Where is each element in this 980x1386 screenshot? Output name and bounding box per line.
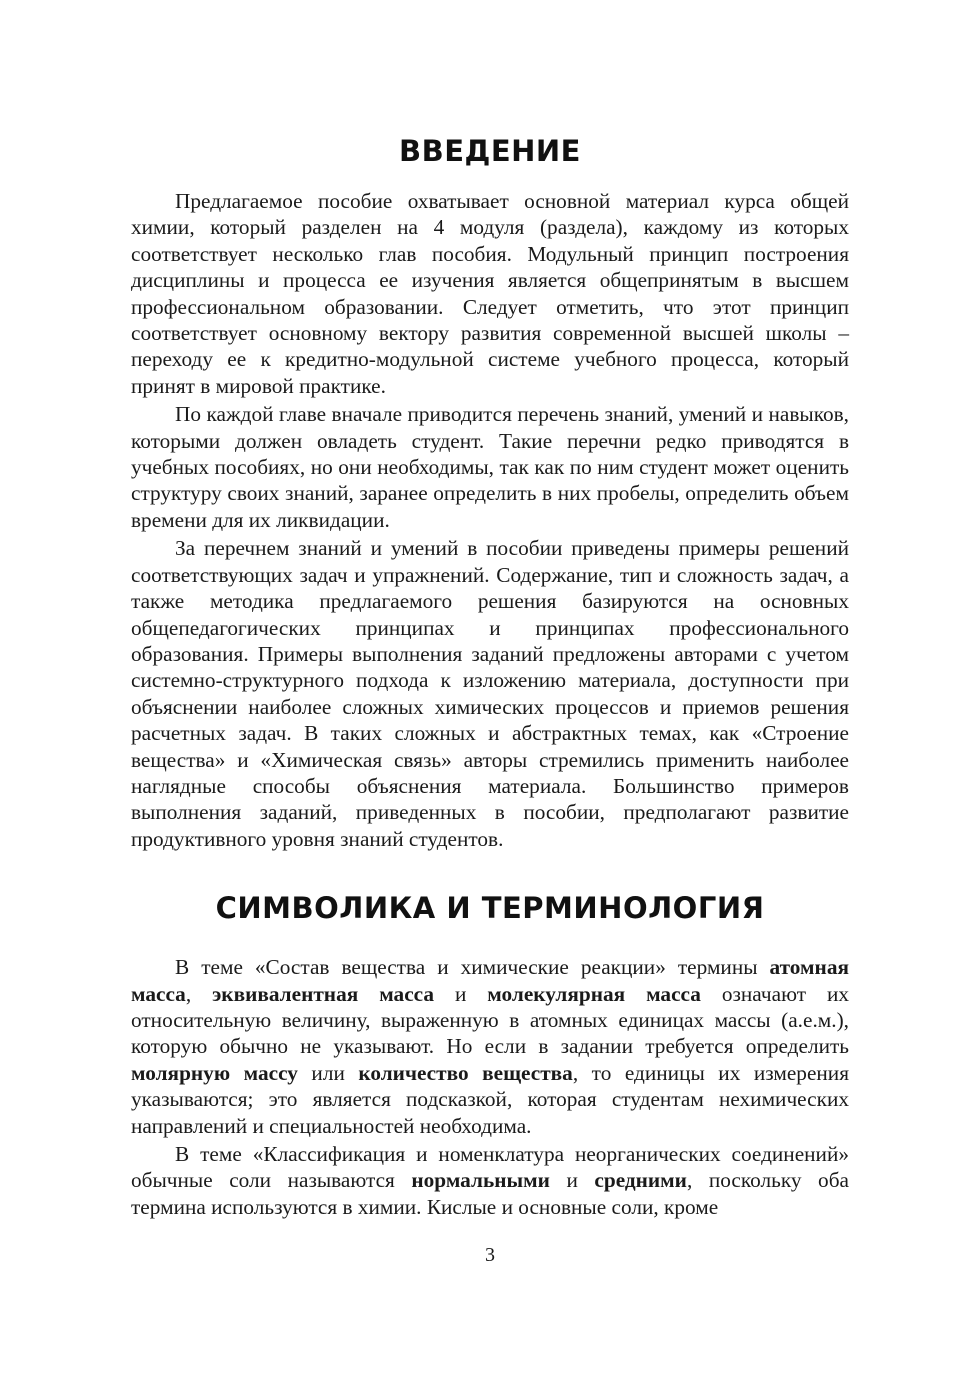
terms-heading: СИМВОЛИКА И ТЕРМИНОЛОГИЯ [215, 891, 765, 926]
term-molecular-mass: молекулярная масса [487, 981, 701, 1006]
term-equivalent-mass: эквивалентная масса [212, 981, 435, 1006]
term-molar-mass: молярную массу [131, 1060, 298, 1085]
term-normal-salts: нормальными [411, 1168, 550, 1193]
intro-paragraph-1: Предлагаемое пособие охватывает основной материал курса общей химии, который разделен на 4 модуля (раздела), каждому из которых соответствует несколько глав пособия. Модульный принцип построения дисциплины и процесса ее изучения является общепринятым в высшем профессиональном образовании. Следует отметить, что этот принцип соответствует основному вектору развития современной высшей школы – переходу ее к кредитно-модульной системе учебного процесса, который принят в мировой практике. [131, 189, 849, 398]
intro-paragraph-3: За перечнем знаний и умений в пособии приведены примеры решений соответствующих задач и упражнений. Содержание, тип и сложность задач, а также методика предлагаемого решения базируются на основных общепедагогических принципах и принципах профессионального образования. Примеры выполнения заданий предложены авторами с учетом системно-структурного подхода к изложению материала, доступности при объяснении наиболее сложных химических процессов и приемов решения расчетных задач. В таких сложных и абстрактных темах, как «Строение вещества» и «Химическая связь» авторы стремились применить наиболее наглядные способы объяснения материала. Большинство примеров выполнения заданий, приведенных в пособии, предполагают развитие продуктивного уровня знаний студентов. [131, 536, 849, 851]
intro-heading: ВВЕДЕНИЕ [398, 134, 581, 168]
page-content [131, 126, 849, 1222]
term-medium-salts: средними [594, 1168, 687, 1193]
page-number: 3 [485, 1244, 495, 1266]
terms-paragraph-2: В теме «Классификация и номенклатура неорганических соединений» обычные соли называются нормальными и средними, поскольку оба термина используются в химии. Кислые и основные соли, кроме [131, 1142, 849, 1219]
terms-paragraph-1: В теме «Состав вещества и химические реакции» термины атомная масса, эквивалентная масса и молекулярная масса означают их относительную величину, выраженную в атомных единицах массы (а.е.м.), которую обычно не указывают. Но если в задании требуется определить молярную массу или количество вещества, то единицы их измерения указываются; это является подсказкой, которая студентам нехимических направлений и специальностей необходима. [131, 955, 849, 1138]
term-atomic-mass: атомная масса [131, 955, 849, 1006]
term-amount-of-substance: количество вещества [358, 1060, 573, 1085]
intro-paragraph-2: По каждой главе вначале приводится перечень знаний, умений и навыков, которыми должен овладеть студент. Такие перечни редко приводятся в учебных пособиях, но они необходимы, так как по ним студент может оценить структуру своих знаний, заранее определить в них пробелы, определить объем времени для их ликвидации. [131, 402, 849, 532]
